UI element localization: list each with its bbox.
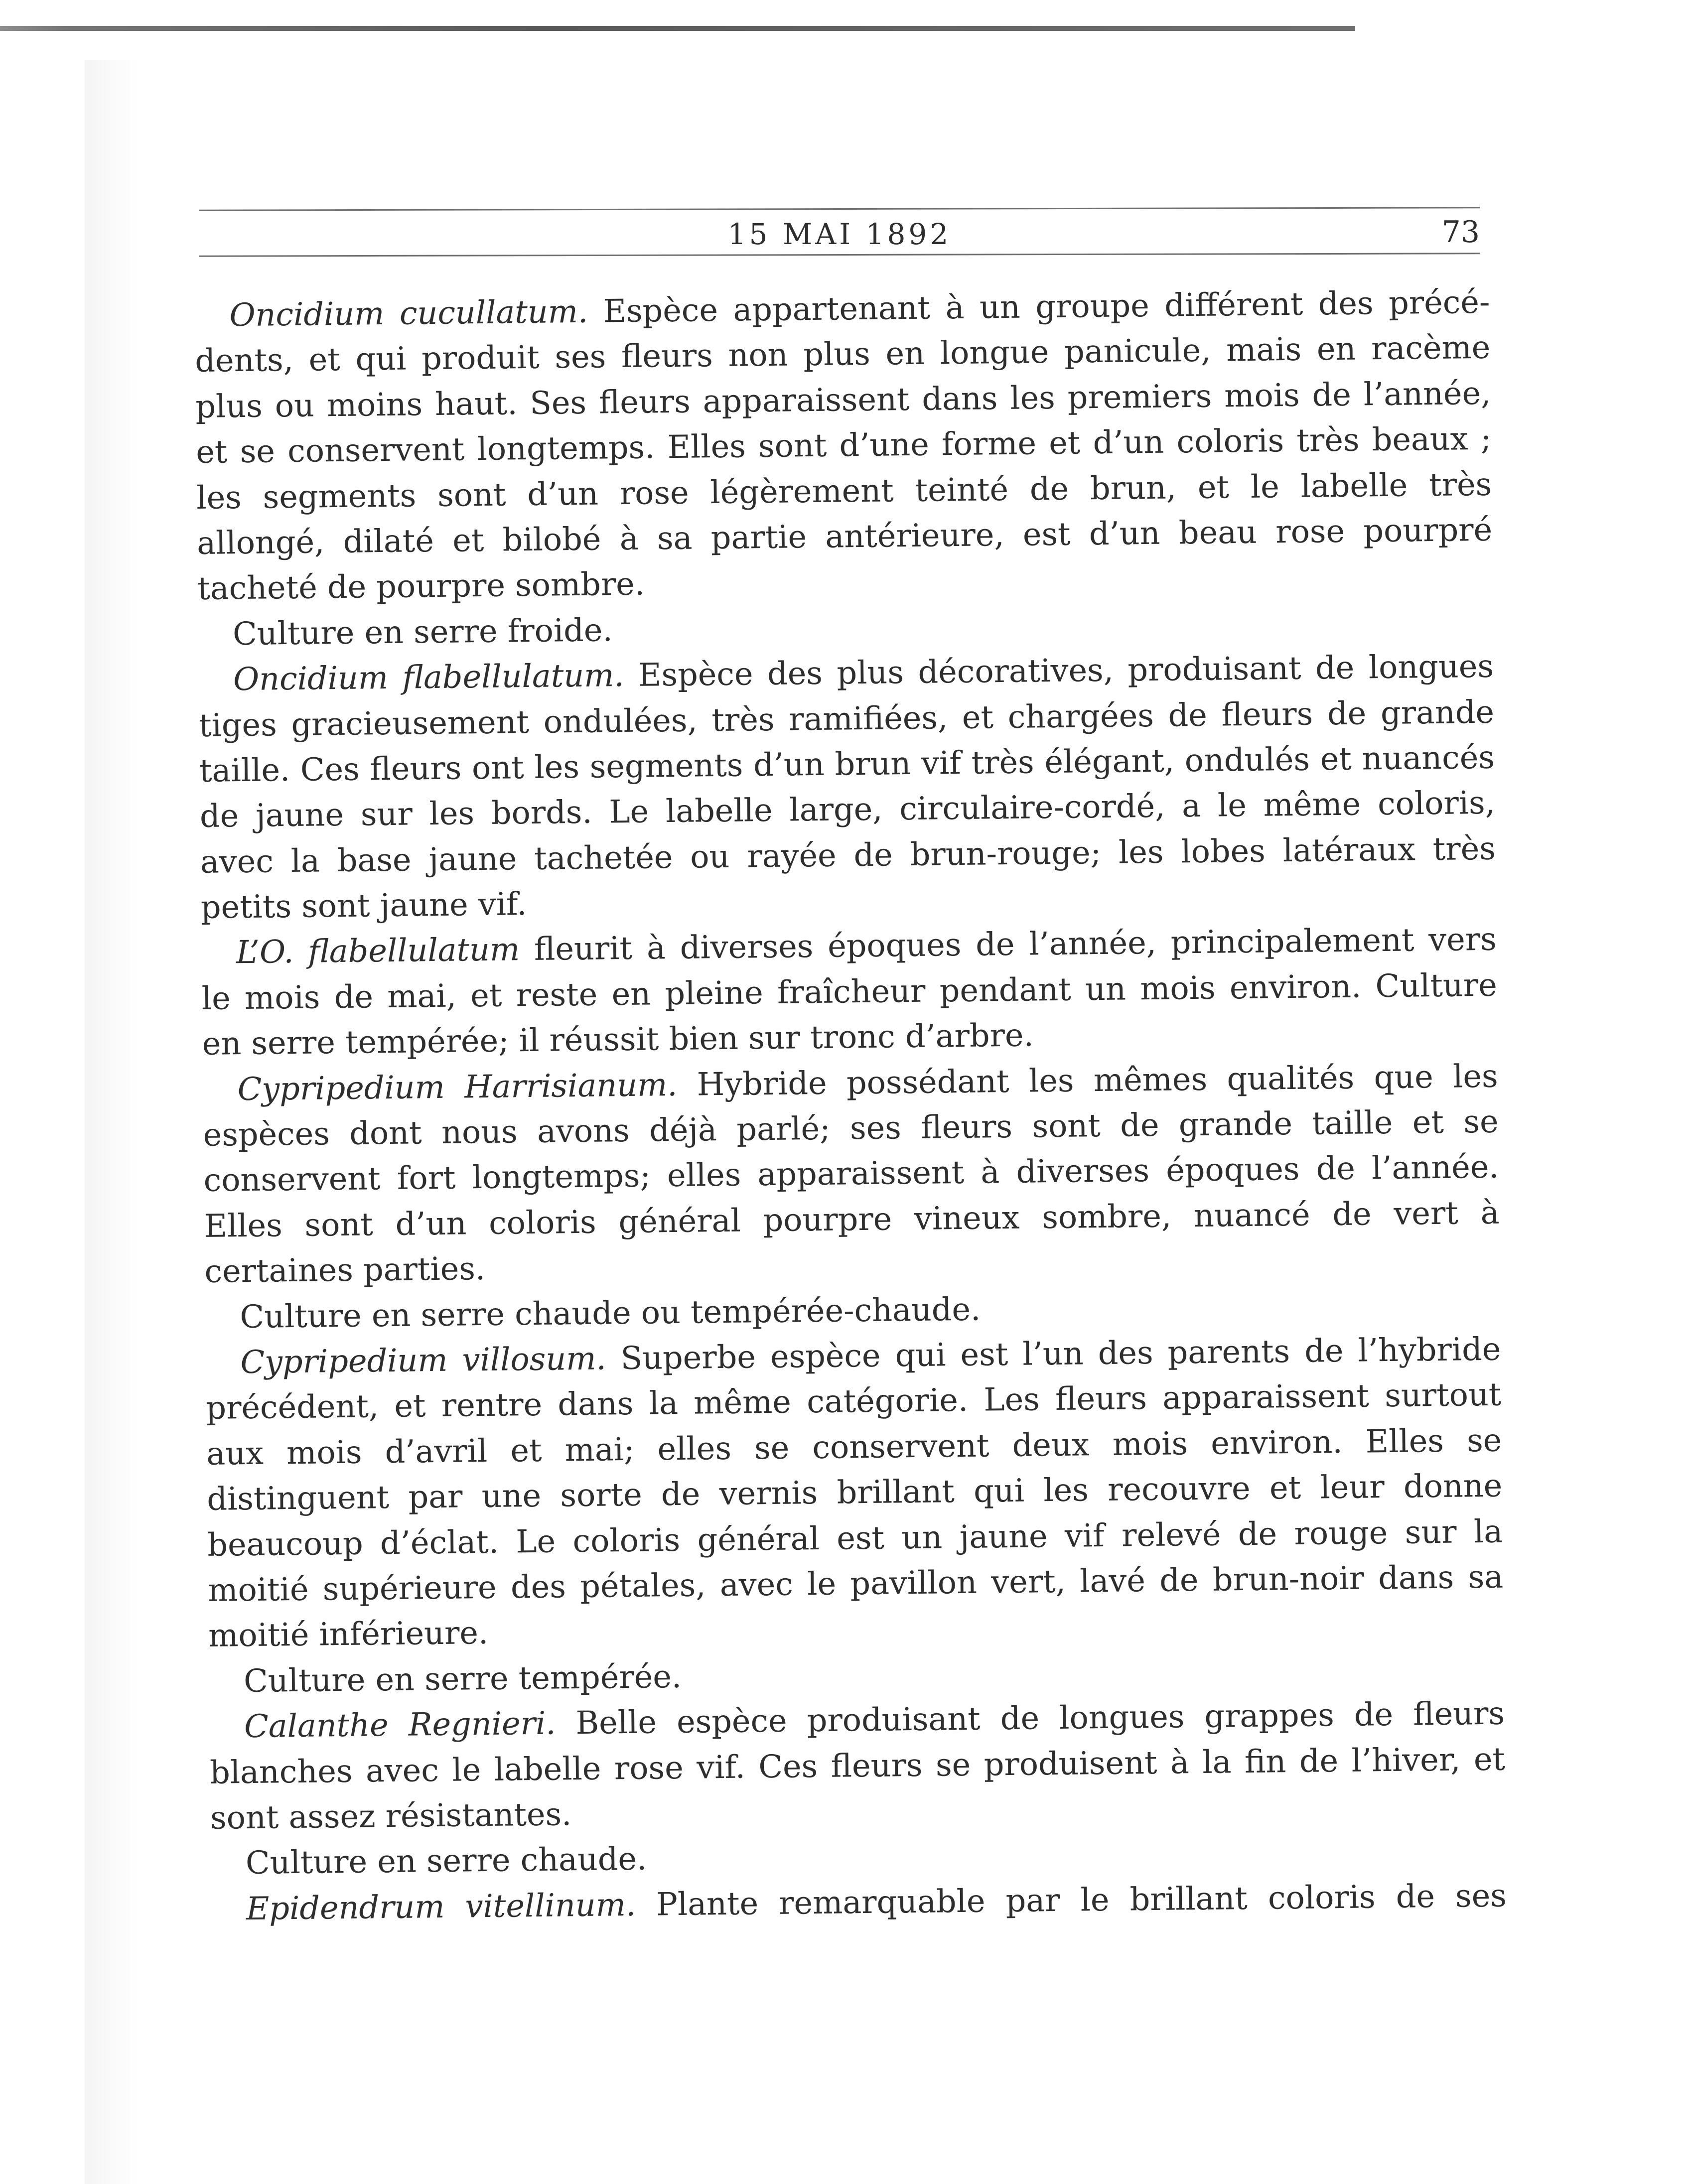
line-text: Elles sont d’un coloris général pourpre vineux sombre, nuancé de vert à — [204, 1194, 1500, 1244]
line-text: Superbe espèce qui est l’un des parents de l’hybride — [606, 1330, 1501, 1377]
line-text: Culture en serre chaude ou tempérée-chaude. — [240, 1290, 981, 1335]
line-text: Belle espèce produisant de longues grappes de fleurs — [556, 1694, 1505, 1742]
line-text: en serre tempérée; il réussit bien sur tronc d’arbre. — [202, 1016, 1034, 1063]
taxon-name: Epidendrum vitellinum. — [246, 1886, 636, 1927]
line-text: espèces dont nous avons déjà parlé; ses fleurs sont de grande taille et se — [203, 1102, 1499, 1153]
body-text — [194, 279, 1507, 1932]
taxon-name: Oncidium cucullatum. — [229, 292, 588, 334]
line-text: Plante remarquable par le brillant coloris de ses — [635, 1877, 1507, 1923]
line-text: précédent, et rentre dans la même catégorie. Les fleurs apparaissent surtout — [206, 1376, 1502, 1427]
line-text: moitié supérieure des pétales, avec le pavillon vert, lavé de brun-noir dans sa — [207, 1558, 1504, 1609]
line-text: Culture en serre froide. — [232, 611, 613, 652]
line-text: les segments sont d’un rose légèrement teinté de brun, et le labelle très — [196, 465, 1492, 516]
line-text: certaines parties. — [204, 1250, 486, 1290]
taxon-name: L’O. flabellulatum — [236, 931, 520, 971]
header-date: 15 MAI 1892 — [727, 217, 952, 251]
page-number: 73 — [1441, 215, 1480, 250]
line-text: allongé, dilaté et bilobé à sa partie antérieure, est d’un beau rose pourpré — [196, 511, 1493, 561]
line-text: conservent fort longtemps; elles apparaissent à diverses époques de l’année. — [203, 1148, 1499, 1199]
book-page — [125, 0, 1690, 2184]
line-text: taille. Ces fleurs ont les segments d’un brun vif très élégant, ondulés et nuancés — [199, 738, 1495, 789]
line-text: Culture en serre chaude. — [245, 1840, 647, 1882]
line-text: fleurit à diverses époques de l’année, principalement vers — [519, 921, 1497, 968]
line-text: tacheté de pourpre sombre. — [197, 565, 645, 607]
header-rule-top — [199, 207, 1480, 211]
running-header — [199, 188, 1480, 278]
line-text: Hybride possédant les mêmes qualités que les — [677, 1057, 1499, 1103]
taxon-name: Cypripedium Harrisianum. — [237, 1066, 678, 1107]
taxon-name: Cypripedium villosum. — [240, 1340, 606, 1381]
line-text: beaucoup d’éclat. Le coloris général est un jaune vif relevé de rouge sur la — [207, 1512, 1503, 1563]
line-text: avec la base jaune tachetée ou rayée de brun-rouge; les lobes latéraux très — [200, 829, 1496, 880]
header-rule-bottom — [199, 253, 1480, 257]
line-text: le mois de mai, et reste en pleine fraîcheur pendant un mois environ. Culture — [201, 966, 1498, 1017]
line-text: distinguent par une sorte de vernis brillant qui les recouvre et leur donne — [206, 1467, 1503, 1518]
line-text: tiges gracieusement ondulées, très ramifiées, et chargées de fleurs de grande — [198, 693, 1495, 744]
line-text: dents, et qui produit ses fleurs non plus en longue panicule, mais en racème — [195, 329, 1491, 380]
line-text: Espèce des plus décoratives, produisant de longues — [624, 647, 1494, 694]
line-text: et se conservent longtemps. Elles sont d’une forme et d’un coloris très beaux ; — [195, 419, 1492, 471]
line-text: aux mois d’avril et mai; elles se conservent deux mois environ. Elles se — [206, 1421, 1502, 1472]
taxon-name: Oncidium flabellulatum. — [233, 657, 624, 698]
line-text: Culture en serre tempérée. — [243, 1657, 682, 1699]
line-text: sont assez résistantes. — [210, 1795, 572, 1836]
line-text: blanches avec le labelle rose vif. Ces fleurs se produisent à la fin de l’hiver, et — [209, 1740, 1506, 1791]
line-text: moitié inférieure. — [208, 1614, 489, 1654]
line-text: petits sont jaune vif. — [200, 885, 527, 926]
taxon-name: Calanthe Regnieri. — [244, 1704, 556, 1745]
line-text: de jaune sur les bords. Le labelle large, circulaire-cordé, a le même coloris, — [199, 784, 1496, 835]
line-text: plus ou moins haut. Ses fleurs apparaissent dans les premiers mois de l’année, — [195, 374, 1491, 425]
line-text: Espèce appartenant à un groupe différent des précé- — [587, 283, 1490, 330]
